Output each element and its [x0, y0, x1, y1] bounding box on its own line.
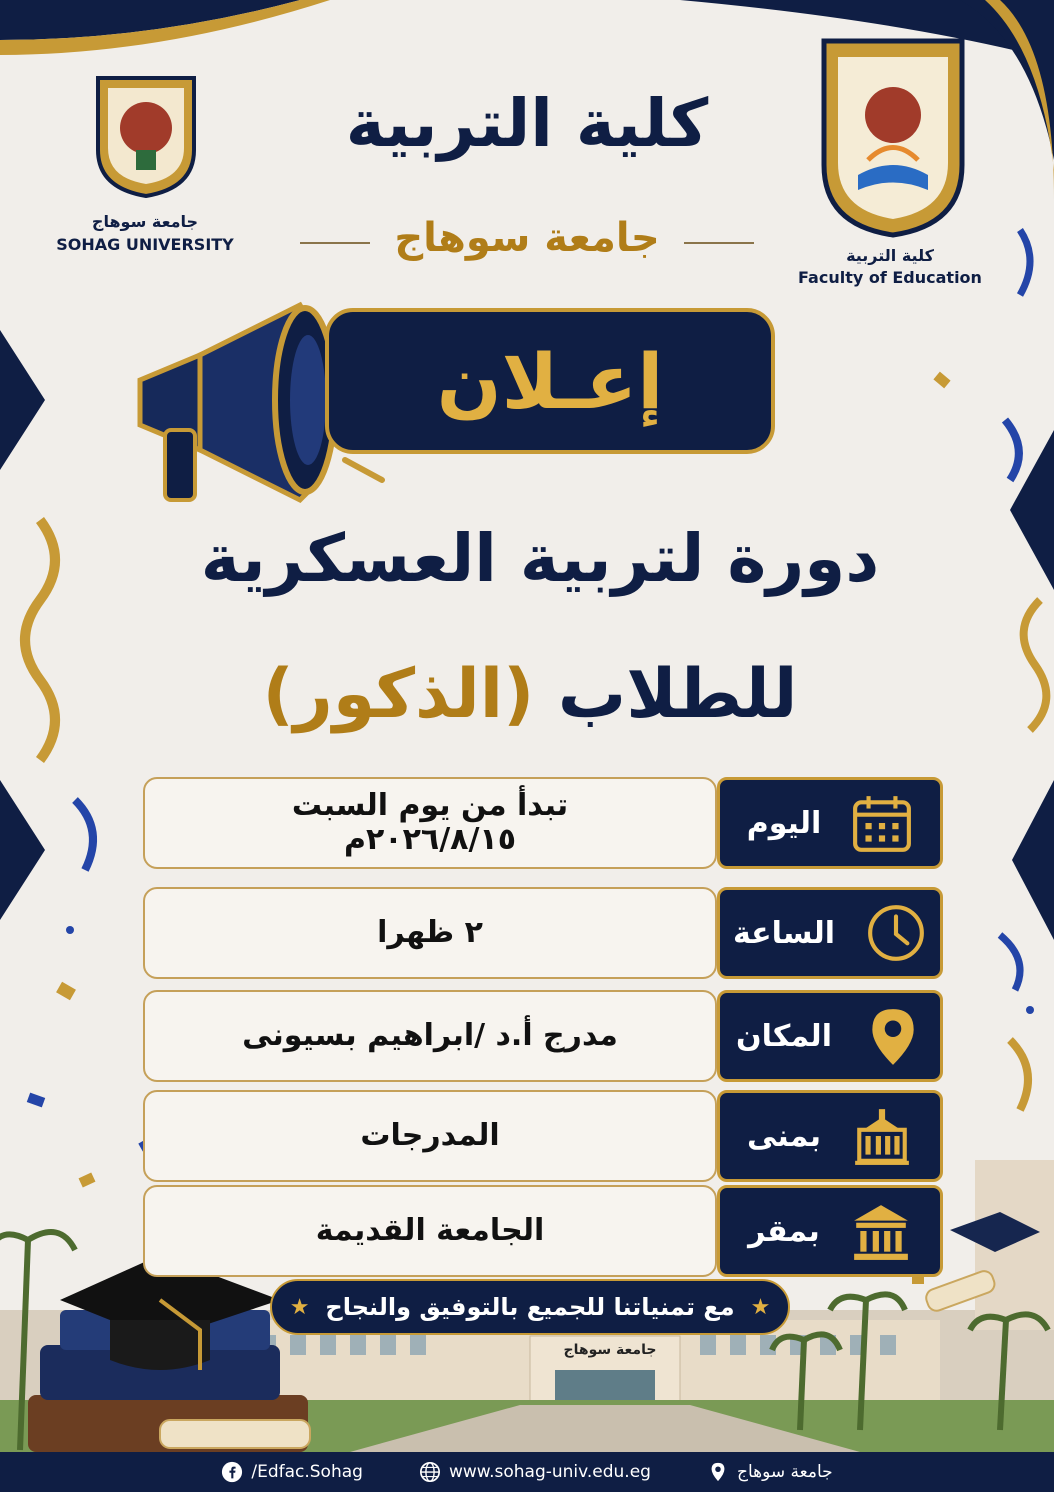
- right-logo-name-en: Faculty of Education: [798, 268, 982, 288]
- detail-label: بمنى: [747, 1118, 821, 1154]
- course-audience-highlight: (الذكور): [262, 655, 535, 734]
- museum-icon: [850, 1200, 912, 1262]
- detail-value: [143, 1185, 717, 1277]
- location-pin-icon: [862, 1005, 924, 1067]
- left-logo-caption: [50, 210, 240, 256]
- detail-label-box: [717, 887, 943, 979]
- right-logo-name-ar: كلية التربية: [846, 246, 934, 265]
- footer-website[interactable]: [419, 1461, 651, 1483]
- detail-row-venue: [143, 1185, 943, 1277]
- globe-icon: [419, 1461, 441, 1483]
- detail-row-place: [143, 990, 943, 1082]
- detail-value: [143, 777, 717, 869]
- facebook-handle: /Edfac.Sohag: [251, 1462, 363, 1482]
- left-logo-name-en: SOHAG UNIVERSITY: [56, 235, 234, 255]
- course-audience: [140, 655, 920, 734]
- announcement-label: إعـلان: [436, 336, 664, 426]
- detail-value-line1: مدرج أ.د /ابراهيم بسيونى: [242, 1017, 618, 1053]
- detail-value-line1: المدرجات: [360, 1117, 500, 1153]
- building-icon: [851, 1105, 913, 1167]
- detail-value-line1: ٢ ظهرا: [377, 914, 483, 950]
- detail-label: بمقر: [748, 1213, 820, 1249]
- detail-row-time: [143, 887, 943, 979]
- detail-value-line1: الجامعة القديمة: [315, 1212, 545, 1248]
- footer-bar: [0, 1452, 1054, 1492]
- sohag-university-logo: [90, 70, 202, 198]
- footer-location[interactable]: [707, 1461, 833, 1483]
- announcement-badge: [325, 308, 775, 454]
- detail-value-line2: ٢٠٢٦/٨/١٥م: [343, 822, 517, 857]
- building-sign: جامعة سوهاج: [563, 1342, 657, 1358]
- detail-label: الساعة: [732, 915, 836, 951]
- detail-value-line1: تبدأ من يوم السبت: [291, 787, 569, 823]
- page-subtitle: جامعة سوهاج: [394, 215, 660, 261]
- detail-label-box: [717, 777, 943, 869]
- left-logo-name-ar: جامعة سوهاج: [91, 212, 199, 231]
- location-pin-icon: [707, 1461, 729, 1483]
- detail-value: [143, 1090, 717, 1182]
- star-icon: ★: [289, 1294, 310, 1320]
- wishes-banner: [270, 1279, 790, 1335]
- detail-row-day: [143, 777, 943, 869]
- star-icon: ★: [750, 1294, 771, 1320]
- right-logo-caption: [795, 245, 985, 290]
- detail-label: اليوم: [746, 805, 822, 841]
- facebook-icon: [221, 1461, 243, 1483]
- wishes-text: مع تمنياتنا للجميع بالتوفيق والنجاح: [325, 1293, 735, 1321]
- location-text: جامعة سوهاج: [736, 1462, 833, 1482]
- detail-label: المكان: [736, 1018, 832, 1054]
- detail-label-box: [717, 1090, 943, 1182]
- detail-label-box: [717, 990, 943, 1082]
- clock-icon: [865, 902, 927, 964]
- page-title: كلية التربية: [345, 85, 709, 162]
- course-audience-prefix: للطلاب: [557, 655, 798, 734]
- course-title: دورة لتربية العسكرية: [200, 520, 880, 597]
- detail-row-building: [143, 1090, 943, 1182]
- website-url: www.sohag-univ.edu.eg: [448, 1462, 651, 1482]
- footer-facebook[interactable]: [221, 1461, 363, 1483]
- detail-value: [143, 990, 717, 1082]
- faculty-of-education-logo: [818, 35, 968, 240]
- detail-label-box: [717, 1185, 943, 1277]
- calendar-icon: [851, 792, 913, 854]
- detail-value: [143, 887, 717, 979]
